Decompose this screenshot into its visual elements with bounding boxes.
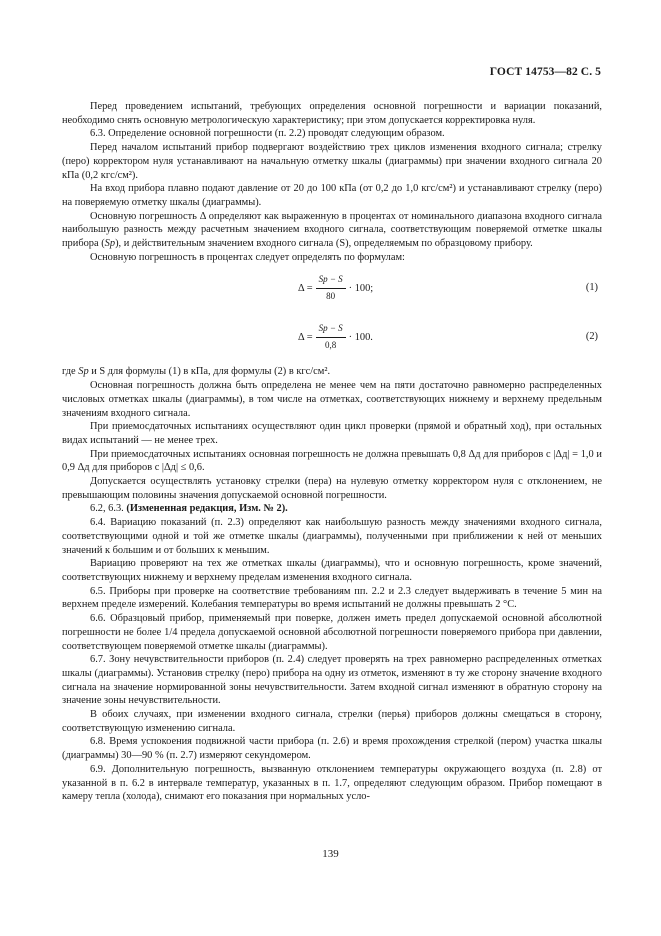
formula-lhs: Δ = [298, 331, 313, 343]
paragraph: 6.3. Определение основной погрешности (п. 2.2) проводят следующим образом. [90, 128, 445, 140]
formula-1 [62, 269, 602, 313]
formula-lhs: Δ = [298, 282, 313, 294]
paragraph-text: ≤ 0,6. [178, 462, 205, 474]
formula-numerator: Sр − S [316, 273, 346, 289]
paragraph: Допускается осуществлять установку стрелки (пера) на нулевую отметку корректором нуля с отклонением, не превышающим половины значения допускаемой основной погрешности. [62, 476, 602, 501]
symbol-sp: Sр [104, 238, 116, 250]
document-body [62, 100, 602, 804]
document-header: ГОСТ 14753—82 С. 5 [489, 66, 601, 78]
formula-rhs: · 100; [348, 282, 374, 294]
paragraph: Основную погрешность в процентах следует определять по формулам: [90, 251, 405, 263]
formula-fraction [316, 273, 346, 303]
formula-rhs: · 100. [348, 331, 373, 343]
paragraph: Перед началом испытаний прибор подвергают воздействию трех циклов изменения входного сигнала; стрелку (перо) корректором нуля устанавливают на начальную отметку шкалы (диаграммы) при значении входного сигнала 20 кПа (0,2 кгс/см²). [62, 142, 602, 181]
formula-denominator: 0,8 [324, 340, 337, 351]
formula-2 [62, 318, 602, 362]
formula-numerator: Sр − S [316, 322, 346, 338]
symbol-sp: Sр [78, 366, 89, 378]
paragraph-text: При приемосдаточных испытаниях основная погрешность не должна превышать 0,8 [90, 448, 469, 460]
formula-denominator: 80 [326, 291, 336, 302]
paragraph: Перед проведением испытаний, требующих определения основной погрешности и вариации показаний, необходимо снять основную метрологическую характеристику; при этом допускается корректировка нуля. [62, 101, 602, 126]
paragraph [62, 210, 602, 251]
paragraph: 6.4. Вариацию показаний (п. 2.3) определяют как наибольшую разность между значениями входного сигнала, соответствующими одной и той же отметке шкалы (диаграммы), полученными при приближении к ней от меньших значений к большим и от больших к меньшим. [62, 517, 602, 556]
paragraph [62, 365, 602, 379]
paragraph: 6.6. Образцовый прибор, применяемый при поверке, должен иметь предел допускаемой основной абсолютной погрешности не более 1/4 предела допускаемой основной абсолютной погрешности поверяемого прибора при давлении, соответствующем поверяемой отметке шкалы (диаграммы). [62, 613, 602, 652]
symbol-abs-delta-d: |Δд| [553, 448, 570, 460]
paragraph: В обоих случаях, при изменении входного сигнала, стрелки (перья) приборов должны смещаться в сторону, соответствующую изменению сигнала. [62, 709, 602, 734]
page-number: 139 [322, 848, 339, 860]
paragraph: Вариацию проверяют на тех же отметках шкалы (диаграммы), что и основную погрешность, кроме значений, соответствующих нижнему и верхнему пределам изменения входного сигнала. [62, 558, 602, 583]
paragraph: 6.7. Зону нечувствительности приборов (п. 2.4) следует проверять на трех равномерно распределенных отметках шкалы (диаграммы). Установив стрелку (перо) прибора на одну из отметок, изменяют в ту же сторону значение входного сигнала на значение нормированной зоны нечувствительности. Затем входной сигнал изменяют в обратную сторону на значение зоны нечувствительности. [62, 654, 602, 707]
revision-note: (Измененная редакция, Изм. № 2). [126, 503, 288, 515]
paragraph-text: ), и действительным значением входного сигнала (S), определяемым по образцовому прибору. [115, 238, 533, 250]
paragraph [62, 502, 602, 516]
symbol-abs-delta-d: |Δд| [161, 462, 179, 474]
paragraph-text: для приборов с [480, 448, 554, 460]
paragraph-text: где [62, 366, 79, 378]
paragraph: При приемосдаточных испытаниях осуществляют один цикл проверки (прямой и обратный ход), при остальных видах испытаний — не менее трех. [62, 421, 602, 446]
paragraph-text: 6.2, 6.3. [90, 503, 127, 515]
paragraph-text: и S для формулы (1) в кПа, для формулы (2) в кгс/см². [88, 366, 331, 378]
paragraph-text: Основную погрешность Δ определяют как выраженную в процентах от номинального диапазона входного сигнала наибольшую разность между расчетным значением входного сигнала, соответствующим поверяемой отметке шкалы прибора ( [62, 210, 602, 250]
symbol-delta-d: Δд [77, 462, 90, 474]
paragraph: 6.8. Время успокоения подвижной части прибора (п. 2.6) и время прохождения стрелкой (пером) участка шкалы (диаграммы) 30—90 % (п. 2.7) измеряют секундомером. [62, 736, 602, 762]
formula-fraction [316, 322, 346, 352]
symbol-delta-d: Δд [468, 448, 481, 460]
paragraph: На вход прибора плавно подают давление от 20 до 100 кПа (от 0,2 до 1,0 кгс/см²) и устанавливают стрелку (перо) на поверяемую отметку шкалы (диаграммы). [62, 183, 602, 208]
formula-number: (1) [585, 282, 598, 294]
paragraph-text: для приборов с [89, 462, 162, 474]
paragraph: 6.5. Приборы при проверке на соответствие требованиям пп. 2.2 и 2.3 следует выдерживать в течение 5 мин на верхнем пределе измерений. Колебания температуры во время испытаний не должны превышать 2 °С. [62, 585, 602, 611]
paragraph-text: = 1,0 и 0,9 [62, 448, 602, 474]
paragraph: 6.9. Дополнительную погрешность, вызванную отклонением температуры окружающего воздуха (п. 2.8) от указанной в п. 6.2 в интервале температур, указанных в п. 1.7, определяют следующим образом. Прибор помещают в камеру тепла (холода), снимают его показания при нормальных усло- [62, 763, 602, 803]
formula-number: (2) [585, 331, 598, 343]
paragraph: Основная погрешность должна быть определена не менее чем на пяти достаточно равномерно распределенных числовых отметках шкалы (диаграммы), в том числе на отметках, соответствующих нижнему и верхнему предельным значениям входного сигнала. [62, 380, 602, 419]
paragraph [62, 448, 602, 475]
